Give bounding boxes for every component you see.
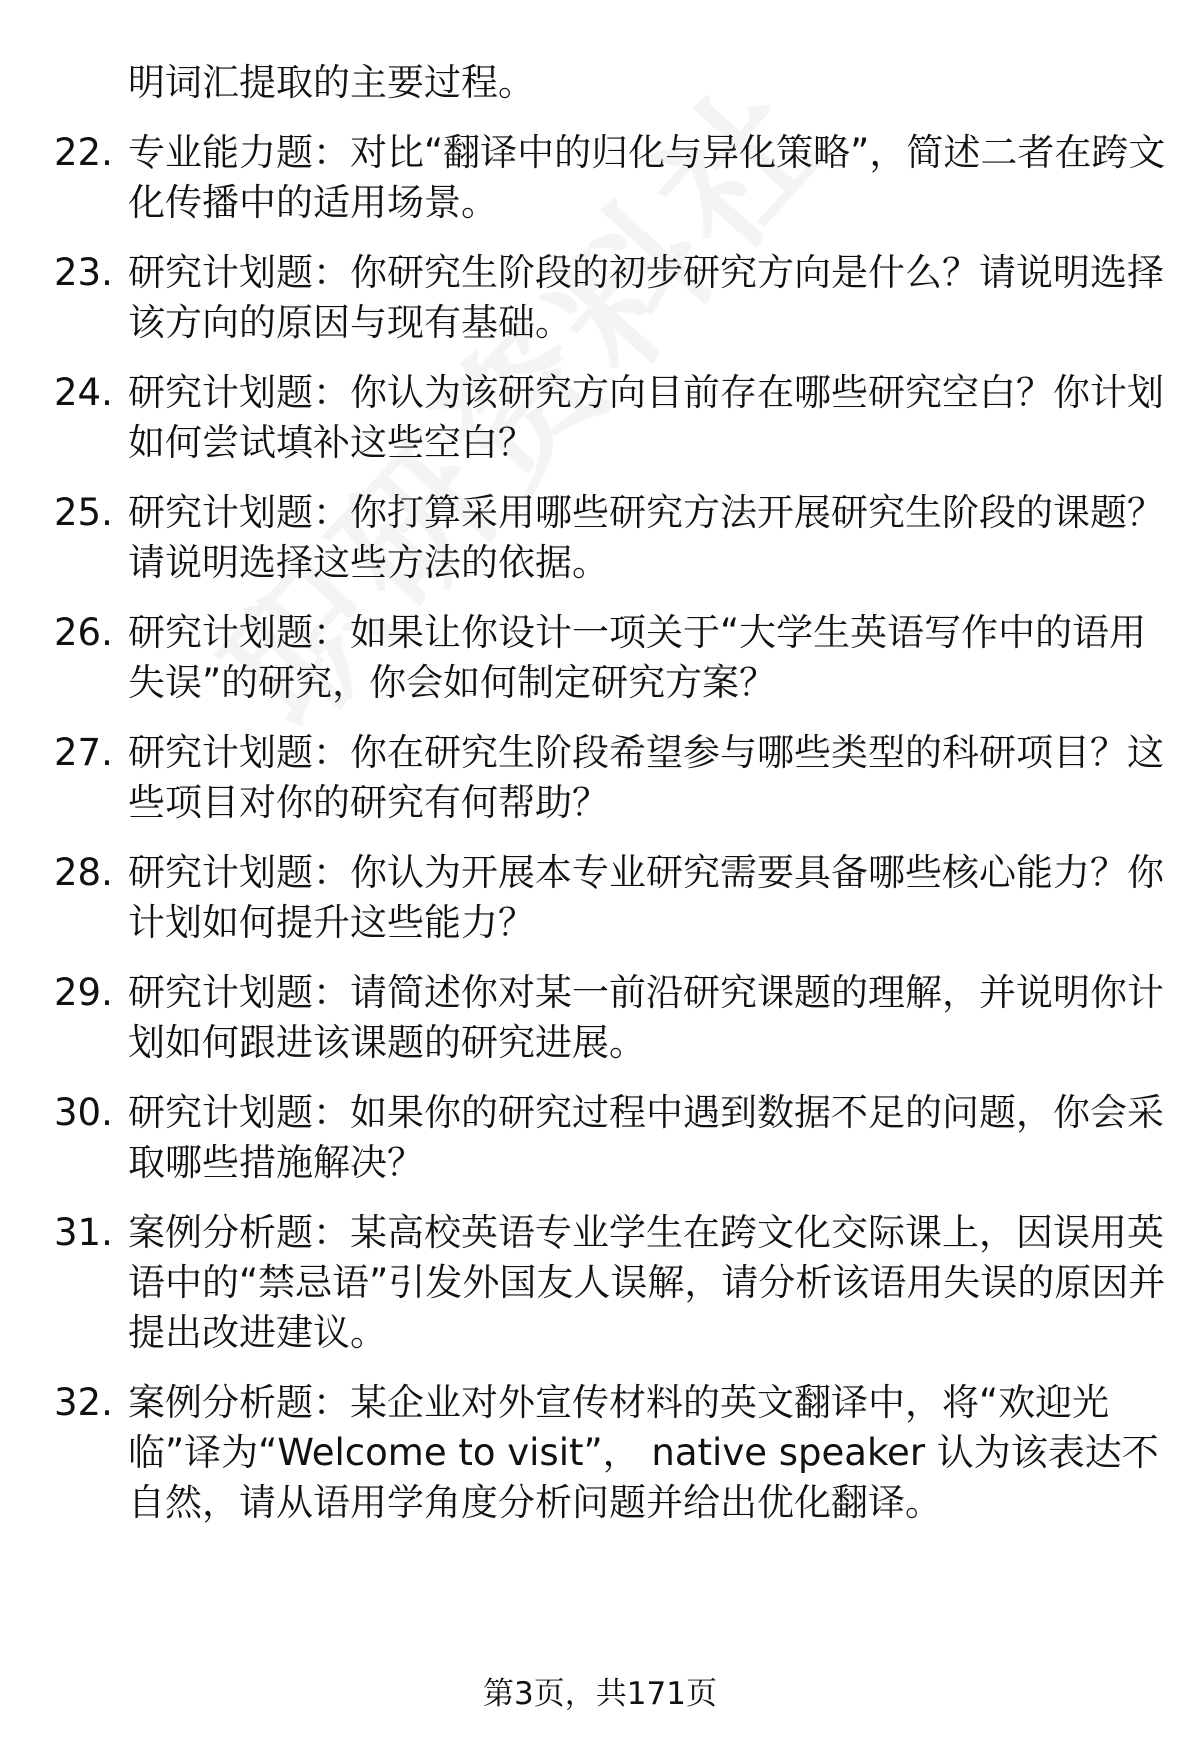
question-text: 研究计划题：你打算采用哪些研究方法开展研究生阶段的课题？请说明选择这些方法的依据。	[128, 491, 1164, 584]
question-number: 29.	[54, 971, 113, 1014]
question-item	[54, 368, 1169, 468]
question-item	[54, 728, 1169, 828]
question-text: 研究计划题：请简述你对某一前沿研究课题的理解，并说明你计划如何跟进该课题的研究进展。	[128, 971, 1164, 1064]
question-item	[54, 248, 1169, 348]
question-text: 研究计划题：如果你的研究过程中遇到数据不足的问题，你会采取哪些措施解决？	[128, 1091, 1164, 1184]
question-item	[54, 1208, 1169, 1358]
question-item	[54, 1378, 1169, 1528]
continued-text: 明词汇提取的主要过程。	[128, 61, 535, 104]
question-item	[54, 608, 1169, 708]
question-number: 25.	[54, 491, 113, 534]
question-item	[54, 488, 1169, 588]
question-item	[54, 128, 1169, 228]
question-number: 23.	[54, 251, 113, 294]
question-number: 24.	[54, 371, 113, 414]
question-number: 31.	[54, 1211, 113, 1254]
question-text: 研究计划题：如果让你设计一项关于“大学生英语写作中的语用失误”的研究，你会如何制定研究方案？	[128, 611, 1147, 704]
question-number: 26.	[54, 611, 113, 654]
question-text: 研究计划题：你研究生阶段的初步研究方向是什么？请说明选择该方向的原因与现有基础。	[128, 251, 1164, 344]
question-number: 28.	[54, 851, 113, 894]
question-number: 32.	[54, 1381, 113, 1424]
question-item	[54, 1088, 1169, 1188]
question-text: 研究计划题：你认为该研究方向目前存在哪些研究空白？你计划如何尝试填补这些空白？	[128, 371, 1164, 464]
question-number: 22.	[54, 131, 113, 174]
question-text: 研究计划题：你在研究生阶段希望参与哪些类型的科研项目？这些项目对你的研究有何帮助？	[128, 731, 1164, 824]
question-item	[54, 848, 1169, 948]
question-number: 27.	[54, 731, 113, 774]
question-item	[54, 968, 1169, 1068]
page-footer: 第3页，共171页	[483, 1676, 717, 1712]
question-text: 研究计划题：你认为开展本专业研究需要具备哪些核心能力？你计划如何提升这些能力？	[128, 851, 1164, 944]
question-text: 案例分析题：某高校英语专业学生在跨文化交际课上，因误用英语中的“禁忌语”引发外国友人误解，请分析该语用失误的原因并提出改进建议。	[128, 1211, 1166, 1354]
question-text: 专业能力题：对比“翻译中的归化与异化策略”，简述二者在跨文化传播中的适用场景。	[128, 131, 1166, 224]
question-text: 案例分析题：某企业对外宣传材料的英文翻译中，将“欢迎光临”译为“Welcome to visit”， native speaker 认为该表达不自然，请从语用学角度分析问题并给出优化翻译。	[128, 1381, 1159, 1524]
question-number: 30.	[54, 1091, 113, 1134]
